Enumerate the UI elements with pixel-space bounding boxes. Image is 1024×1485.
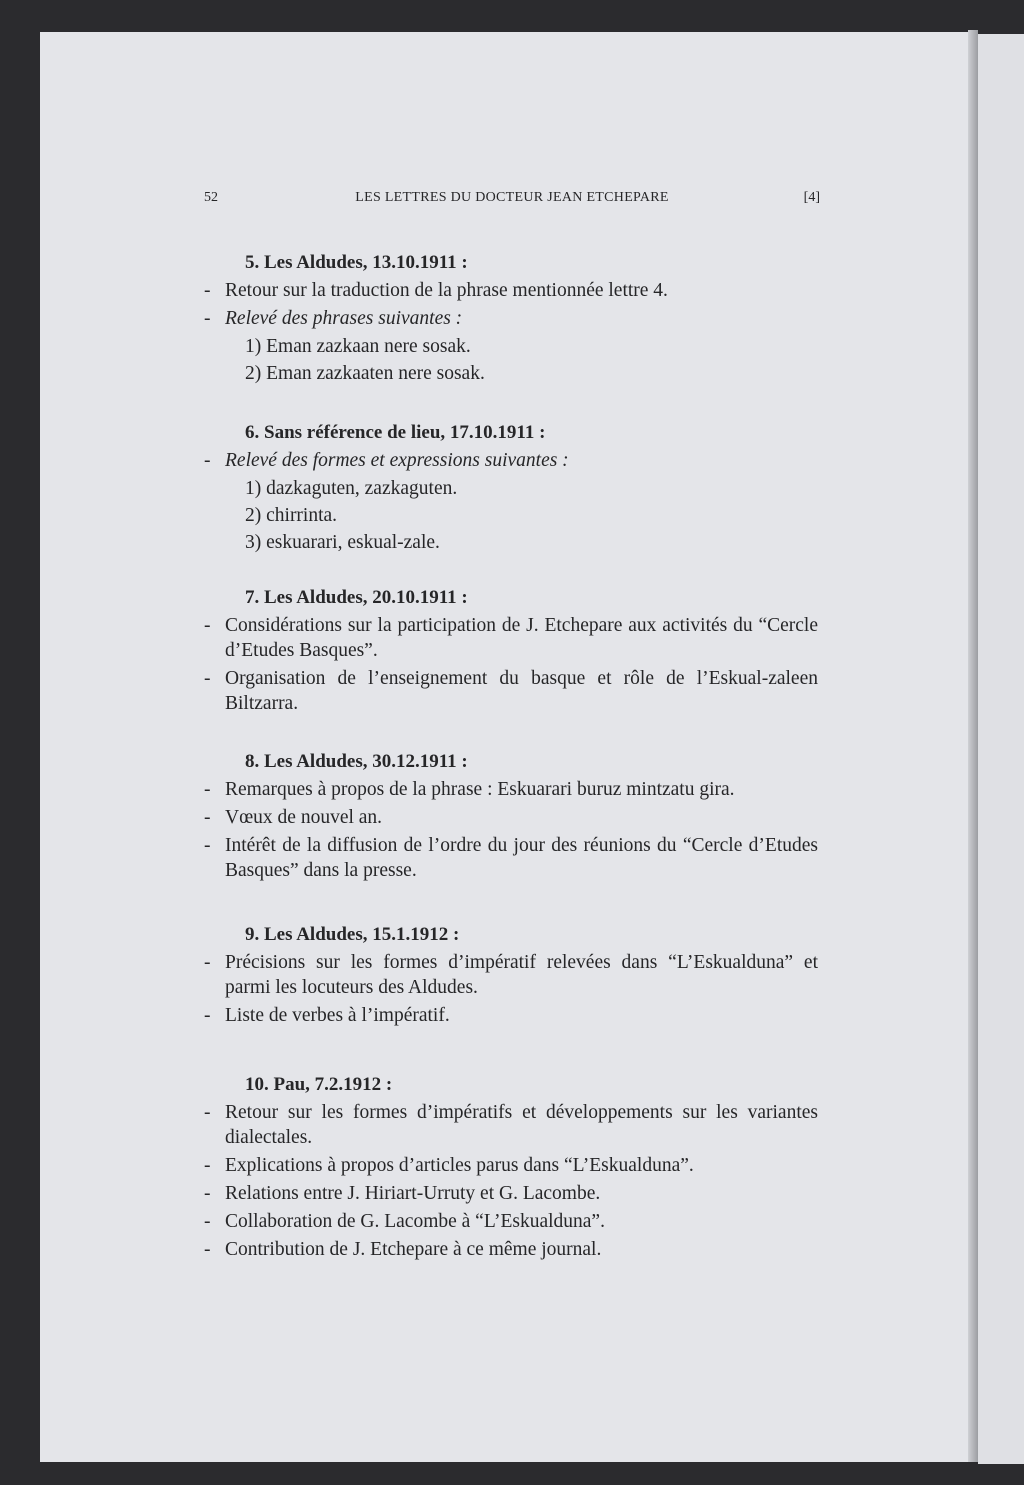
summary-item	[204, 1100, 818, 1150]
book-spine	[968, 30, 978, 1462]
letter-heading: 9. Les Aldudes, 15.1.1912 :	[245, 924, 460, 945]
numbered-example: 1) dazkaguten, zazkaguten.	[245, 478, 458, 499]
summary-item	[204, 1209, 818, 1234]
letter-entry	[204, 250, 818, 388]
letter-entry	[204, 749, 818, 886]
page-number: 52	[204, 190, 218, 205]
summary-text: Contribution de J. Etchepare à ce même journal.	[225, 1239, 602, 1260]
dash-bullet: -	[204, 1155, 211, 1176]
summary-item	[204, 1181, 818, 1206]
summary-text: Retour sur les formes d’impératifs et développements sur les variantes dialectales.	[225, 1102, 818, 1148]
summary-item	[204, 777, 818, 802]
letter-heading: 10. Pau, 7.2.1912 :	[245, 1074, 393, 1095]
summary-item	[204, 1237, 818, 1262]
numbered-example: 1) Eman zazkaan nere sosak.	[245, 336, 471, 357]
dash-bullet: -	[204, 779, 211, 800]
summary-item	[204, 666, 818, 716]
numbered-example: 2) chirrinta.	[245, 505, 338, 526]
dash-bullet: -	[204, 615, 211, 636]
summary-item	[204, 805, 818, 830]
dash-bullet: -	[204, 1211, 211, 1232]
summary-item	[204, 1003, 818, 1028]
dash-bullet: -	[204, 1239, 211, 1260]
summary-text: Relations entre J. Hiriart-Urruty et G. Lacombe.	[225, 1183, 601, 1204]
running-header	[204, 190, 820, 210]
summary-text: Intérêt de la diffusion de l’ordre du jour des réunions du “Cercle d’Etudes Basques” dans la presse.	[225, 835, 818, 881]
dash-bullet: -	[204, 280, 211, 301]
summary-text: Vœux de nouvel an.	[225, 807, 383, 828]
letter-entry	[204, 922, 818, 1031]
section-reference: [4]	[803, 190, 820, 205]
summary-item	[204, 306, 818, 331]
summary-item	[204, 1153, 818, 1178]
letter-entry	[204, 420, 818, 557]
summary-text: Considérations sur la participation de J. Etchepare aux activités du “Cercle d’Etudes Basques”.	[225, 615, 818, 661]
summary-item	[204, 278, 818, 303]
letter-heading: 8. Les Aldudes, 30.12.1911 :	[245, 751, 468, 772]
summary-text: Liste de verbes à l’impératif.	[225, 1005, 450, 1026]
summary-item	[204, 613, 818, 663]
summary-text: Retour sur la traduction de la phrase mentionnée lettre 4.	[225, 280, 668, 301]
letter-heading: 6. Sans référence de lieu, 17.10.1911 :	[245, 422, 546, 443]
numbered-example: 3) eskuarari, eskual-zale.	[245, 532, 440, 553]
dash-bullet: -	[204, 1005, 211, 1026]
summary-text: Remarques à propos de la phrase : Eskuarari buruz mintzatu gira.	[225, 779, 735, 800]
letter-heading: 7. Les Aldudes, 20.10.1911 :	[245, 587, 468, 608]
numbered-example: 2) Eman zazkaaten nere sosak.	[245, 363, 485, 384]
dash-bullet: -	[204, 308, 211, 329]
letter-heading: 5. Les Aldudes, 13.10.1911 :	[245, 252, 468, 273]
summary-text: Collaboration de G. Lacombe à “L’Eskualduna”.	[225, 1211, 605, 1232]
summary-item	[204, 833, 818, 883]
running-title: LES LETTRES DU DOCTEUR JEAN ETCHEPARE	[355, 190, 669, 205]
letter-entry	[204, 585, 818, 719]
dash-bullet: -	[204, 952, 211, 973]
dash-bullet: -	[204, 1183, 211, 1204]
summary-item	[204, 950, 818, 1000]
summary-text: Relevé des formes et expressions suivantes :	[225, 450, 569, 471]
facing-page-edge	[978, 34, 1024, 1464]
summary-text: Précisions sur les formes d’impératif relevées dans “L’Eskualduna” et parmi les locuteurs des Aldudes.	[225, 952, 818, 998]
summary-item	[204, 448, 818, 473]
dash-bullet: -	[204, 450, 211, 471]
dash-bullet: -	[204, 835, 211, 856]
dash-bullet: -	[204, 668, 211, 689]
summary-text: Explications à propos d’articles parus dans “L’Eskualduna”.	[225, 1155, 694, 1176]
dash-bullet: -	[204, 807, 211, 828]
dash-bullet: -	[204, 1102, 211, 1123]
summary-text: Relevé des phrases suivantes :	[225, 308, 463, 329]
summary-text: Organisation de l’enseignement du basque et rôle de l’Eskual-zaleen Biltzarra.	[225, 668, 818, 714]
letter-entry	[204, 1072, 818, 1265]
